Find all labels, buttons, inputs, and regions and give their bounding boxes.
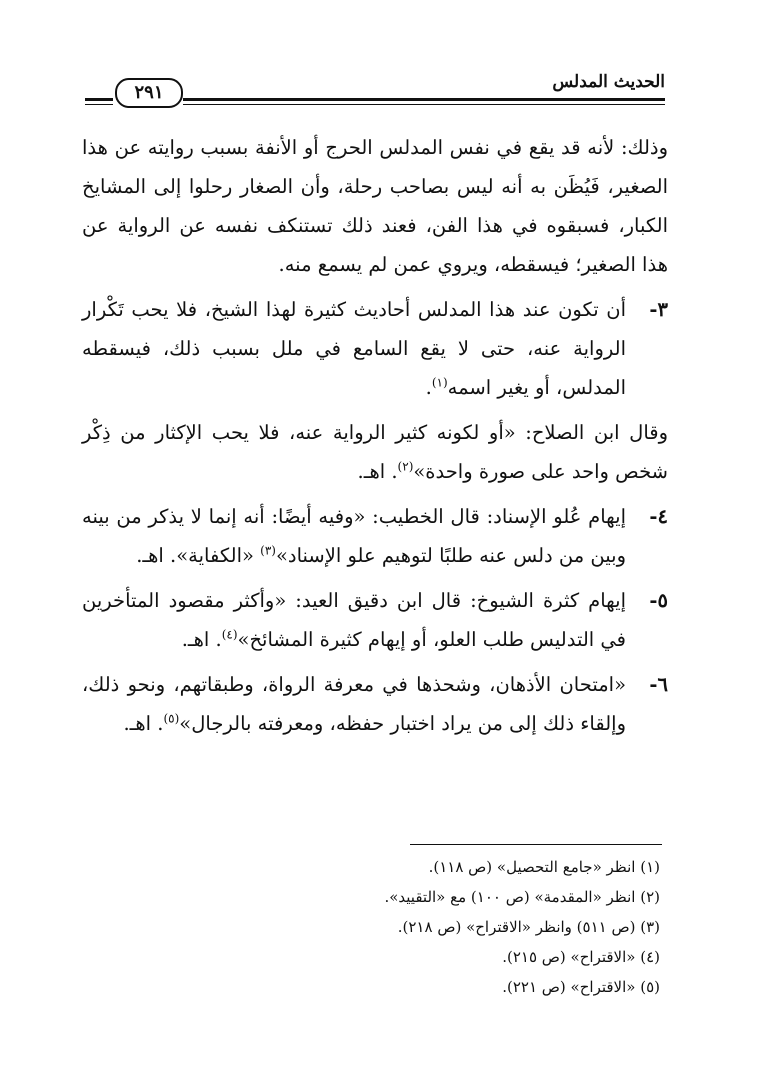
page-number: ٢٩١ [115,78,183,108]
list-item-tail: . اهـ. [181,628,222,651]
list-item-text: إيهام كثرة الشيوخ: قال ابن دقيق العيد: «وأكثر مقصود المتأخرين في التدليس طلب العلو، أو إيهام كثيرة المشائخ» [82,589,626,651]
footnote-ref: (٣) [260,543,276,558]
list-item-text: إيهام عُلو الإسناد: قال الخطيب: «وفيه أيضًا: أنه إنما لا يذكر من بينه وبين من دلس عنه طلبًا لتوهيم علو الإسناد» [82,505,626,567]
main-text [82,128,668,749]
list-item-6 [82,665,668,743]
footnotes [300,852,660,1002]
footnote: (٢) انظر «المقدمة» (ص ١٠٠) مع «التقييد». [384,888,660,906]
footnote: (٤) «الاقتراح» (ص ٢١٥). [502,948,660,966]
list-item-4 [82,497,668,575]
footnote-ref: (١) [431,375,448,390]
list-item-tail: . اهـ. [123,712,164,735]
ibn-salah-paragraph [82,413,668,491]
list-item-5 [82,581,668,659]
footnote: (٣) (ص ٥١١) وانظر «الاقتراح» (ص ٢١٨). [397,918,660,936]
list-item-number: ٣- [649,298,668,321]
list-item-tail: . [425,376,432,399]
list-item-tail: «الكفاية». اهـ. [136,544,261,567]
footnote-ref: (٢) [397,459,414,474]
footnote-ref: (٤) [221,627,238,642]
list-item-number: ٤- [649,505,668,528]
footnote-separator [410,844,662,845]
paragraph-text: وقال ابن الصلاح: «أو لكونه كثير الرواية عنه، فلا يحب الإكثار من ذِكْر شخص واحد على صورة واحدة» [82,421,668,483]
intro-paragraph: وذلك: لأنه قد يقع في نفس المدلس الحرج أو الأنفة بسبب روايته عن هذا الصغير، فَيُظَن به أنه ليس بصاحب رحلة، وأن الصغار رحلوا إلى المشايخ الكبار، فسبقوه في هذا الفن، فعند ذلك تستنكف نفسه عن الرواية عن هذا الصغير؛ فيسقطه، ويروي عمن لم يسمع منه. [82,136,668,276]
footnote: (١) انظر «جامع التحصيل» (ص ١١٨). [428,858,660,876]
list-item-text: أن تكون عند هذا المدلس أحاديث كثيرة لهذا الشيخ، فلا يحب تَكْرار الرواية عنه، حتى لا يقع السامع في ملل بسبب ذلك، فيسقطه المدلس، أو يغير اسمه [82,298,626,399]
running-title: الحديث المدلس [552,72,665,92]
list-item-number: ٦- [649,673,668,696]
list-item-3 [82,290,668,407]
page-header [85,68,665,108]
paragraph-tail: . اهـ. [357,460,398,483]
footnote: (٥) «الاقتراح» (ص ٢٢١). [502,978,660,996]
list-item-number: ٥- [649,589,668,612]
footnote-ref: (٥) [163,711,180,726]
list-item-text: «امتحان الأذهان، وشحذها في معرفة الرواة، وطبقاتهم، ونحو ذلك، وإلقاء ذلك إلى من يراد اختبار حفظه، ومعرفته بالرجال» [82,673,626,735]
